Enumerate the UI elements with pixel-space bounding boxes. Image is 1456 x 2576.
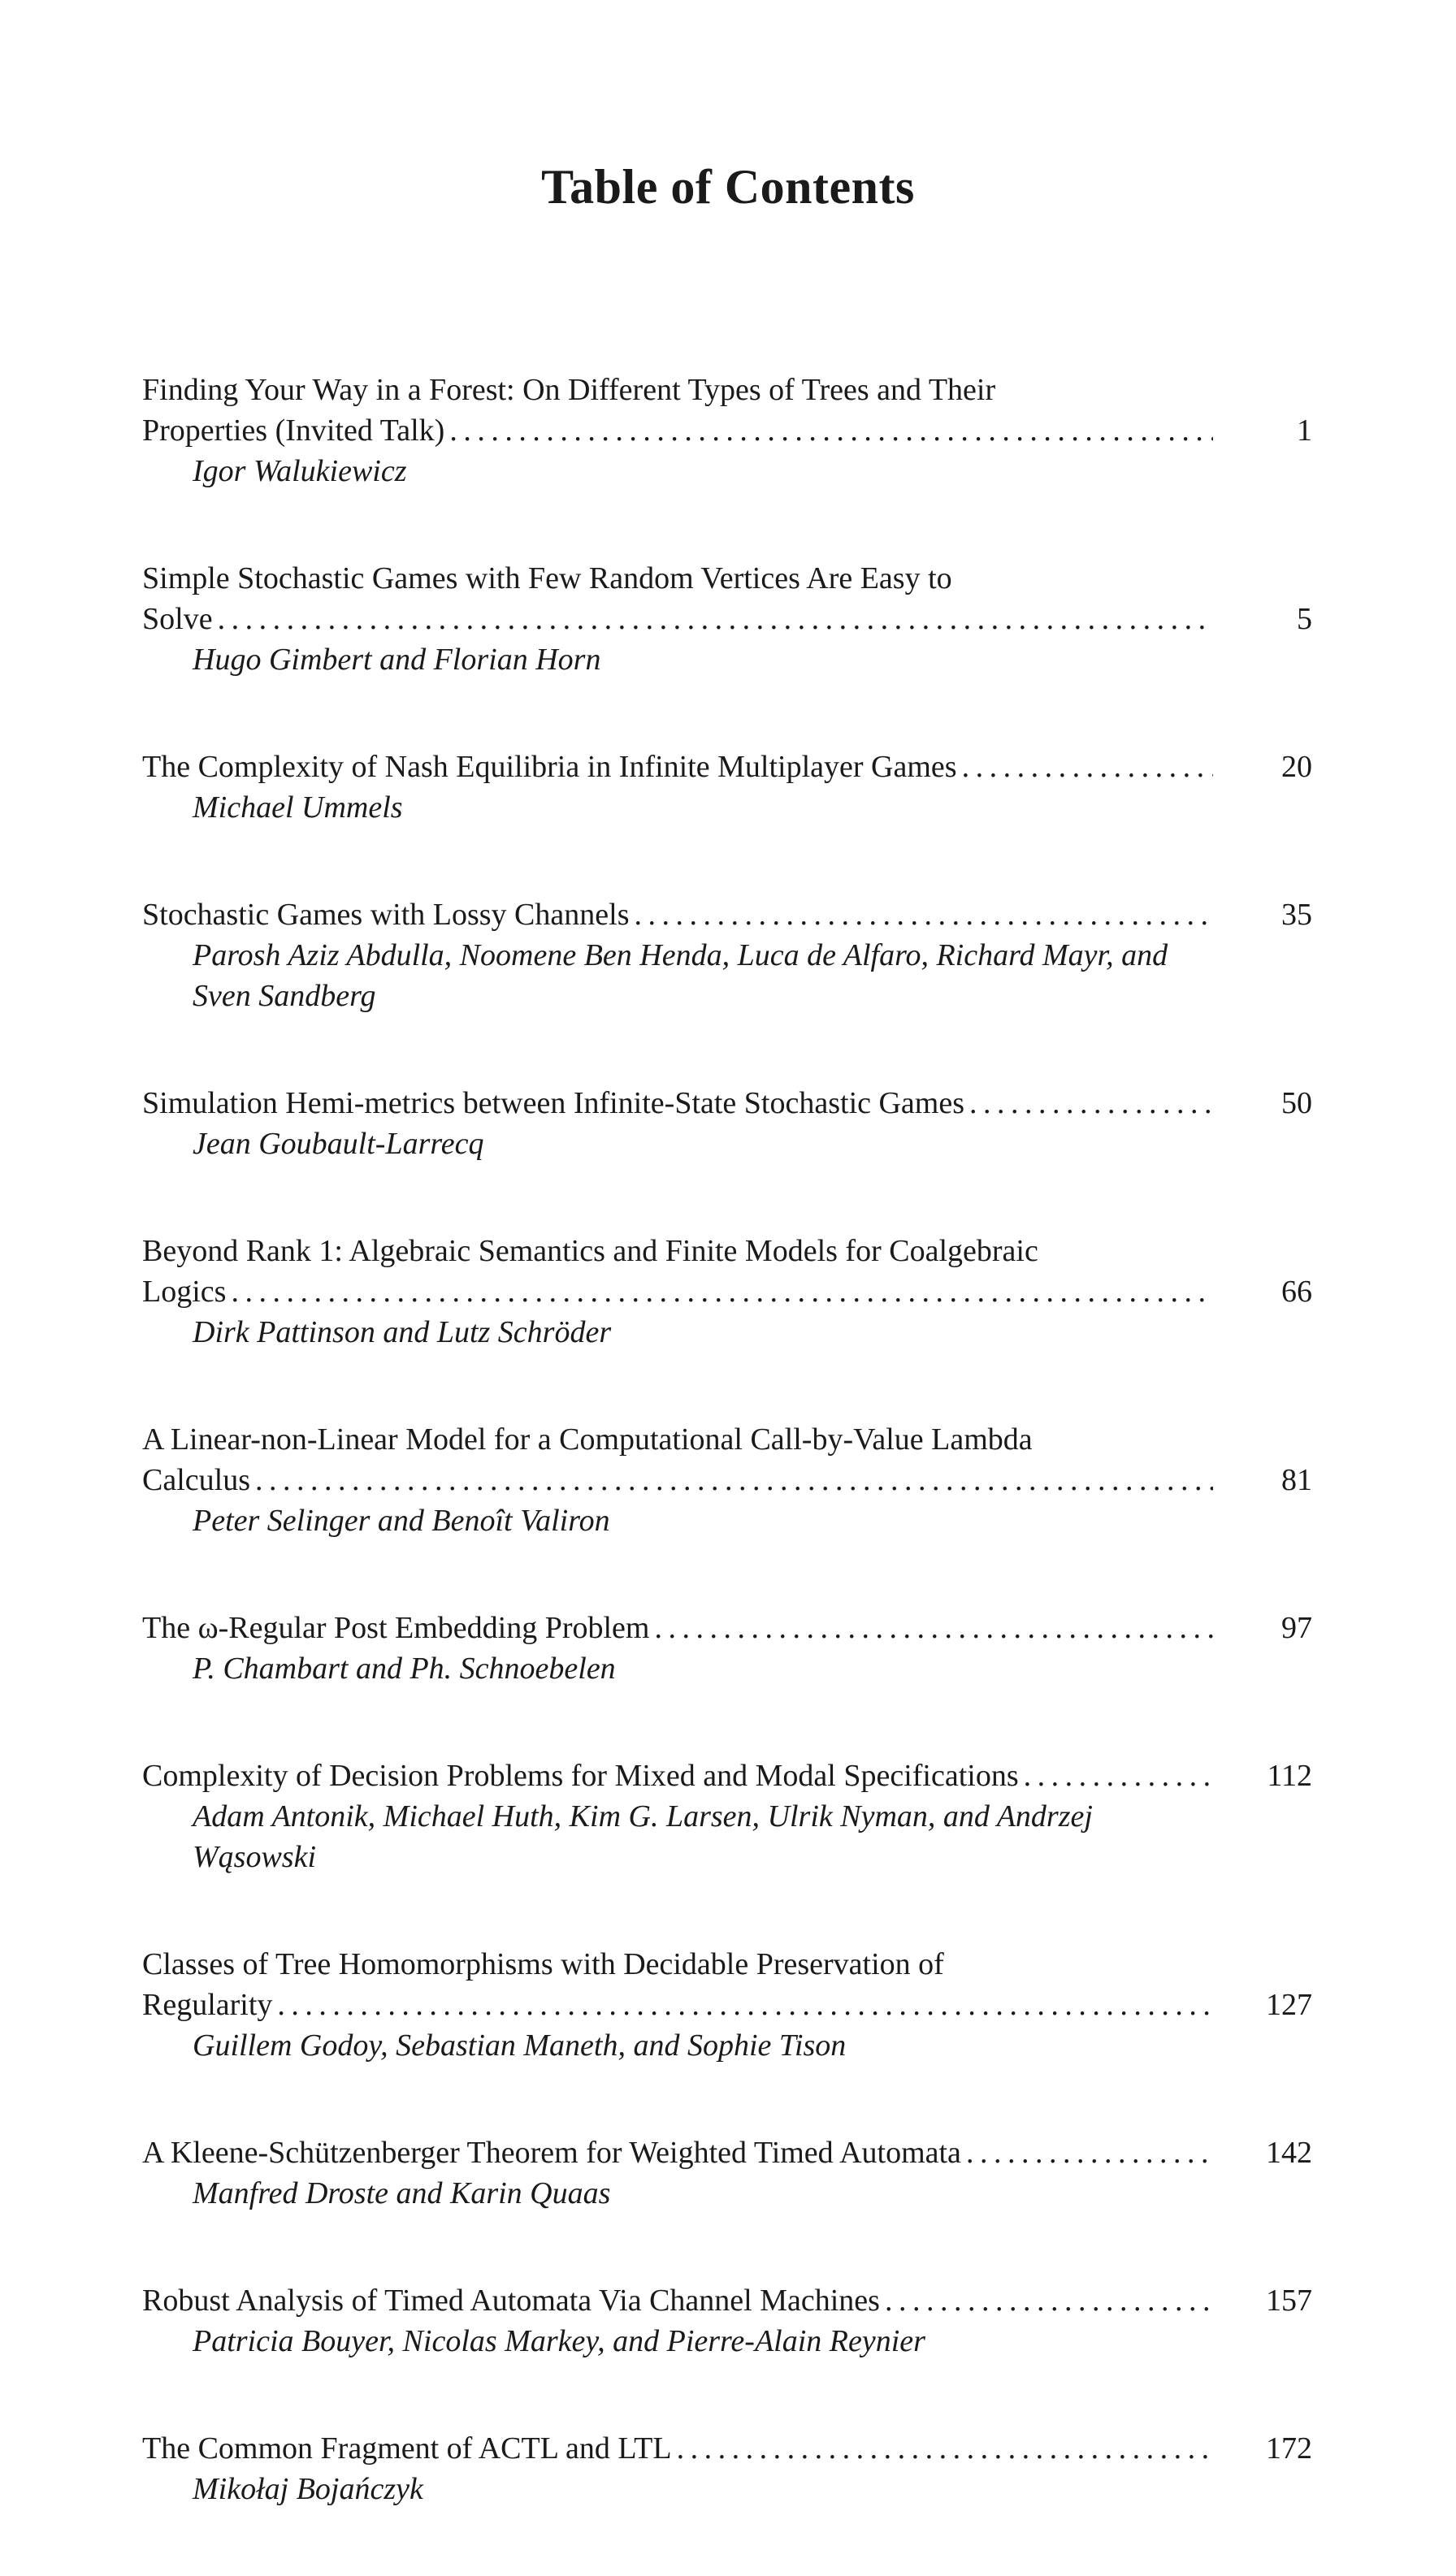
entry-last-line <box>142 1271 1312 1312</box>
page-number: 97 <box>1281 1611 1312 1645</box>
entry-title-end: Regularity <box>142 1988 273 2022</box>
entry-authors: Guillem Godoy, Sebastian Maneth, and Sophie Tison <box>193 2028 847 2063</box>
toc-entry[interactable] <box>142 1944 1312 2066</box>
entry-last-line <box>142 1985 1312 2025</box>
toc-entry[interactable] <box>142 894 1312 1016</box>
dot-leader <box>449 410 1213 451</box>
entry-title-end: Logics <box>142 1275 227 1309</box>
entry-authors: Manfred Droste and Karin Quaas <box>193 2176 611 2210</box>
entry-last-line <box>142 599 1312 639</box>
toc-list <box>142 370 1312 2576</box>
entry-title-end: Simulation Hemi-metrics between Infinite-State Stochastic Games <box>142 1086 965 1120</box>
entry-title-end: The Complexity of Nash Equilibria in Infinite Multiplayer Games <box>142 750 957 784</box>
entry-title-line: Beyond Rank 1: Algebraic Semantics and Finite Models for Coalgebraic <box>142 1234 1038 1268</box>
entry-authors: Parosh Aziz Abdulla, Noomene Ben Henda, Luca de Alfaro, Richard Mayr, and Sven Sandberg <box>193 938 1168 1013</box>
entry-title-end: Solve <box>142 602 213 636</box>
page-number: 35 <box>1281 898 1312 932</box>
dot-leader <box>677 2428 1213 2469</box>
toc-entry[interactable] <box>142 558 1312 680</box>
page-title: Table of Contents <box>541 160 915 214</box>
entry-authors: Mikołaj Bojańczyk <box>193 2472 423 2506</box>
dot-leader <box>231 1271 1213 1312</box>
toc-entry[interactable] <box>142 1756 1312 1877</box>
entry-title-end: Complexity of Decision Problems for Mixed and Modal Specifications <box>142 1759 1019 1793</box>
entry-last-line <box>142 894 1312 935</box>
entry-title-end: The ω-Regular Post Embedding Problem <box>142 1611 650 1645</box>
entry-last-line <box>142 1608 1312 1648</box>
entry-last-line <box>142 1756 1312 1796</box>
entry-authors: Dirk Pattinson and Lutz Schröder <box>193 1315 612 1349</box>
entry-last-line <box>142 2428 1312 2469</box>
entry-authors: Michael Ummels <box>193 790 403 825</box>
page-number: 172 <box>1266 2431 1312 2466</box>
entry-authors: Adam Antonik, Michael Huth, Kim G. Larsen, Ulrik Nyman, and Andrzej Wąsowski <box>193 1799 1093 1874</box>
entry-authors: Hugo Gimbert and Florian Horn <box>193 643 601 677</box>
page-number: 157 <box>1266 2284 1312 2318</box>
entry-authors: P. Chambart and Ph. Schnoebelen <box>193 1652 616 1686</box>
dot-leader <box>885 2280 1213 2321</box>
entry-title-end: Stochastic Games with Lossy Channels <box>142 898 630 932</box>
page-number: 66 <box>1281 1275 1312 1309</box>
dot-leader <box>277 1985 1213 2025</box>
toc-entry[interactable] <box>142 2280 1312 2362</box>
dot-leader <box>654 1608 1213 1648</box>
entry-title-end: Properties (Invited Talk) <box>142 413 445 448</box>
entry-authors: Peter Selinger and Benoît Valiron <box>193 1504 610 1538</box>
toc-entry[interactable] <box>142 2132 1312 2214</box>
dot-leader <box>255 1460 1213 1500</box>
toc-entry[interactable] <box>142 1608 1312 1689</box>
entry-last-line <box>142 747 1312 787</box>
toc-entry[interactable] <box>142 747 1312 828</box>
page-number: 142 <box>1266 2136 1312 2170</box>
entry-title-end: A Kleene-Schützenberger Theorem for Weighted Timed Automata <box>142 2136 961 2170</box>
entry-authors: Igor Walukiewicz <box>193 454 407 488</box>
page-number: 20 <box>1281 750 1312 784</box>
page-number: 81 <box>1281 1463 1312 1497</box>
entry-authors: Jean Goubault-Larrecq <box>193 1127 484 1161</box>
entry-title-line: Finding Your Way in a Forest: On Different Types of Trees and Their <box>142 373 996 407</box>
toc-entry[interactable] <box>142 1231 1312 1353</box>
entry-last-line <box>142 1083 1312 1123</box>
entry-last-line <box>142 2132 1312 2173</box>
dot-leader <box>218 599 1213 639</box>
entry-last-line <box>142 410 1312 451</box>
entry-title-end: The Common Fragment of ACTL and LTL <box>142 2431 672 2466</box>
page-number: 1 <box>1297 413 1312 448</box>
entry-title-line: A Linear-non-Linear Model for a Computational Call-by-Value Lambda <box>142 1422 1033 1457</box>
entry-authors: Patricia Bouyer, Nicolas Markey, and Pierre-Alain Reynier <box>193 2324 925 2358</box>
dot-leader <box>634 894 1213 935</box>
page-number: 5 <box>1297 602 1312 636</box>
toc-entry[interactable] <box>142 1419 1312 1541</box>
entry-last-line <box>142 1460 1312 1500</box>
dot-leader <box>962 747 1213 787</box>
entry-title-end: Calculus <box>142 1463 250 1497</box>
page-number: 112 <box>1267 1759 1312 1793</box>
dot-leader <box>966 2132 1213 2173</box>
toc-entry[interactable] <box>142 370 1312 491</box>
dot-leader <box>969 1083 1213 1123</box>
toc-entry[interactable] <box>142 2428 1312 2509</box>
entry-title-line: Simple Stochastic Games with Few Random Vertices Are Easy to <box>142 561 952 595</box>
dot-leader <box>1024 1756 1213 1796</box>
entry-title-end: Robust Analysis of Timed Automata Via Channel Machines <box>142 2284 880 2318</box>
toc-entry[interactable] <box>142 1083 1312 1164</box>
page-number: 127 <box>1266 1988 1312 2022</box>
page-number: 50 <box>1281 1086 1312 1120</box>
entry-title-line: Classes of Tree Homomorphisms with Decidable Preservation of <box>142 1947 944 1981</box>
entry-last-line <box>142 2280 1312 2321</box>
